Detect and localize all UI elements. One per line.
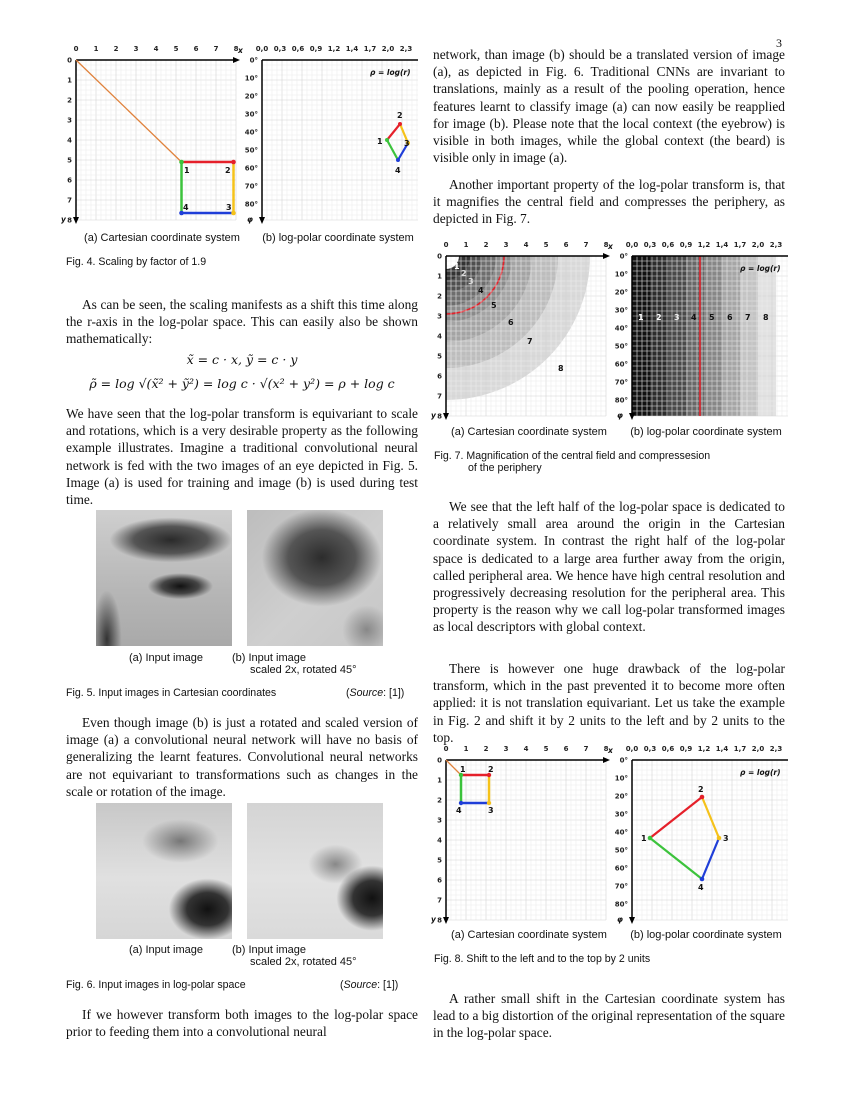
x-tick-label: 4 [153,45,159,53]
left-paragraph-4: If we however transform both images to the log-polar space prior to feeding them into a convolutional neural [66,1007,418,1040]
x-tick-label: 8 [233,45,239,53]
x-tick-label: 5 [173,45,179,53]
fig7a-y-label: y [431,411,436,420]
x-tick-label: 0 [73,45,79,53]
phi-tick-label: 80° [244,200,258,209]
fig8b-formula: ρ = log(r) [740,768,781,777]
phi-tick-label: 0° [619,252,628,261]
fig6-subcaption-b-line1: (b) Input image [232,944,306,956]
fig8a-label-1: 1 [460,765,466,774]
x-tick-label: 1 [463,241,469,249]
fig5-subcaption-a: (a) Input image [129,652,203,664]
fig6-source [340,979,398,991]
phi-tick-label: 80° [614,396,628,405]
fig4-subcaption-a: (a) Cartesian coordinate system [84,232,240,244]
rho-tick-label: 1,2 [697,745,711,753]
fig7-caption-line1: Fig. 7. Magnification of the central field and compressesion [434,450,711,462]
fig5-subcaption-b-line2: scaled 2x, rotated 45° [250,664,357,676]
y-tick-label: 4 [437,332,442,341]
phi-tick-label: 0° [619,756,628,765]
fig4a-label-1: 1 [184,166,190,175]
rho-tick-label: 0,6 [661,745,675,753]
fig7a-band-3: 3 [468,277,474,286]
fig5-source-ref: : [1]) [383,687,405,699]
y-tick-label: 2 [67,96,72,105]
x-tick-label: 4 [523,745,529,753]
fig4b-formula: ρ = log(r) [370,68,411,77]
x-tick-label: 7 [213,45,219,53]
y-tick-label: 7 [437,896,442,905]
fig8a-point-4 [459,801,463,805]
phi-tick-label: 10° [244,74,258,83]
y-tick-label: 0 [67,56,72,65]
x-tick-label: 5 [543,745,549,753]
y-tick-label: 6 [437,876,442,885]
fig6-caption: Fig. 6. Input images in log-polar space [66,979,246,991]
fig7a-x-ticks [444,241,609,249]
rho-tick-label: 1,2 [327,45,341,53]
left-paragraph-2: We have seen that the log-polar transform is equivariant to scale and rotations, which is a very desirable property as the following example illustrates. Imagine a traditional convolutional neural network is fed with the two images of an eye depicted in Fig. 5. Image (a) is used for training and image (b) is used during test time. [66,406,418,508]
fig7b-band-7: 7 [745,313,751,322]
fig8-subcaption-a: (a) Cartesian coordinate system [451,929,607,941]
fig5-source-word: Source [349,687,384,699]
fig5-image-b [247,510,383,646]
equation-2: ρ̃ = log √(x̃² + ỹ²) = log c · √(x² + y²) = ρ + log c [89,376,395,391]
fig4b-label-1: 1 [377,137,383,146]
phi-tick-label: 30° [244,110,258,119]
fig4a-label-4: 4 [183,203,189,212]
phi-tick-label: 40° [614,324,628,333]
y-tick-label: 3 [437,312,442,321]
fig8a-y-arrow [443,917,449,924]
x-tick-label: 5 [543,241,549,249]
y-tick-label: 7 [437,392,442,401]
fig7b-band-2: 2 [656,313,662,322]
fig7b-band-8: 8 [763,313,769,322]
fig5-image-a [96,510,232,646]
rho-tick-label: 1,4 [715,241,729,249]
fig4a-y-arrow [73,217,79,224]
fig7a-band-2: 2 [461,269,467,278]
fig4b-phi-ticks [245,57,258,209]
fig8b-point-3 [717,836,722,841]
fig4a-point-2 [231,160,236,165]
y-tick-label: 1 [437,272,442,281]
fig5-subcaption-b [232,652,392,676]
phi-tick-label: 50° [614,846,628,855]
x-tick-label: 3 [503,241,509,249]
fig8a-label-2: 2 [488,765,494,774]
fig8b-edge-blue [702,838,719,879]
rho-tick-label: 0,9 [679,745,693,753]
x-tick-label: 6 [563,241,569,249]
fig6-image-b [247,803,383,939]
x-tick-label: 8 [603,241,609,249]
rho-tick-label: 1,7 [363,45,377,53]
rho-tick-label: 1,7 [733,745,747,753]
fig6-subcaption-b [232,944,392,968]
x-tick-label: 8 [603,745,609,753]
y-tick-label: 8 [67,216,72,225]
fig8b-label-1: 1 [641,834,647,843]
phi-tick-label: 60° [244,164,258,173]
y-tick-label: 6 [67,176,72,185]
fig8a-y-ticks [437,757,442,925]
x-tick-label: 0 [443,241,449,249]
fig4a-x-ticks [74,45,239,53]
phi-tick-label: 20° [614,288,628,297]
y-tick-label: 8 [437,412,442,421]
y-tick-label: 2 [437,796,442,805]
fig8b-edge-yellow [702,797,719,838]
fig7a-band-4: 4 [478,286,484,295]
fig8a-grid [446,760,606,920]
rho-tick-label: 1,4 [715,745,729,753]
fig7b-phi-ticks [615,253,628,405]
fig7-subcaption-b: (b) log-polar coordinate system [630,426,782,438]
rho-tick-label: 1,4 [345,45,359,53]
y-tick-label: 3 [67,116,72,125]
x-tick-label: 0 [443,745,449,753]
rho-tick-label: 0,6 [291,45,305,53]
phi-tick-label: 30° [614,306,628,315]
fig7-subcaption-a: (a) Cartesian coordinate system [451,426,607,438]
right-paragraph-4: There is however one huge drawback of the log-polar transform, which in the past prevented it to become more often applied: it is not translation equivariant. Let us take the example in Fig. 2 and shift it by 2 units to the left and by 2 units to the top. [433,661,785,745]
rho-tick-label: 0,0 [255,45,269,53]
phi-tick-label: 50° [244,146,258,155]
fig4-logpolar-plot [242,40,424,225]
x-tick-label: 6 [563,745,569,753]
rho-tick-label: 0,3 [273,45,287,53]
fig8a-y-label: y [431,915,436,924]
rho-tick-label: 2,0 [381,45,395,53]
phi-tick-label: 10° [614,270,628,279]
fig5-caption: Fig. 5. Input images in Cartesian coordinates [66,687,277,699]
x-tick-label: 6 [193,45,199,53]
rho-tick-label: 0,0 [625,745,639,753]
y-tick-label: 3 [437,816,442,825]
fig4b-point-1 [385,138,389,142]
y-tick-label: 1 [67,76,72,85]
phi-tick-label: 40° [614,828,628,837]
y-tick-label: 8 [437,916,442,925]
fig4-cartesian-plot [56,40,242,225]
phi-tick-label: 50° [614,342,628,351]
fig7a-band-1: 1 [454,262,460,271]
fig8b-phi-label: φ [617,915,623,924]
fig6-image-a [96,803,232,939]
fig4a-radius-line [76,60,182,162]
rho-tick-label: 0,9 [679,241,693,249]
fig8b-phi-ticks [615,757,628,909]
rho-tick-label: 2,3 [399,45,413,53]
fig4a-x-label: x [238,46,243,55]
right-paragraph-2: Another important property of the log-polar transform is, that it magnifies the central field and compresses the periphery, as depicted in Fig. 7. [433,177,785,227]
fig4a-label-2: 2 [225,166,231,175]
fig4b-edge-red [387,124,400,140]
fig4b-rho-ticks [256,45,413,53]
fig7b-band-3: 3 [674,313,680,322]
rho-tick-label: 2,3 [769,745,783,753]
right-paragraph-3: We see that the left half of the log-polar space is dedicated to a relatively small area around the origin in the Cartesian coordinate system. In contrast the right half of the log-polar space is dedicated to a large area further away from the origin, called peripheral area. We hence have high central resolution and progressively decreasing resolution for the peripheral area. This property is the reason why we call log-polar transformed images as local descriptors with global context. [433,499,785,635]
fig4-caption: Fig. 4. Scaling by factor of 1.9 [66,256,207,268]
rho-tick-label: 0,9 [309,45,323,53]
x-tick-label: 1 [463,745,469,753]
y-tick-label: 5 [437,352,442,361]
fig7a-x-label: x [608,242,613,251]
fig6-source-open: ( [340,979,344,991]
fig8b-point-4 [700,877,705,882]
fig6-subcaption-b-line2: scaled 2x, rotated 45° [250,956,357,968]
fig7b-band-1: 1 [638,313,644,322]
fig7a-y-arrow [443,413,449,420]
fig4b-phi-arrow [259,217,265,224]
fig4a-y-label: y [61,215,66,224]
x-tick-label: 4 [523,241,529,249]
x-tick-label: 3 [133,45,139,53]
fig8b-label-3: 3 [723,834,729,843]
x-tick-label: 3 [503,745,509,753]
page-number: 3 [776,36,782,50]
fig8a-label-3: 3 [488,806,494,815]
y-tick-label: 6 [437,372,442,381]
fig7a-band-8: 8 [558,364,564,373]
fig7b-band-5: 5 [709,313,715,322]
x-tick-label: 1 [93,45,99,53]
y-tick-label: 5 [67,156,72,165]
rho-tick-label: 1,7 [733,241,747,249]
equation-1: x̃ = c · x, ỹ = c · y [186,352,298,367]
fig4-subcaption-b: (b) log-polar coordinate system [262,232,414,244]
rho-tick-label: 2,0 [751,745,765,753]
y-tick-label: 2 [437,292,442,301]
fig8b-phi-arrow [629,917,635,924]
fig4a-point-3 [231,211,236,216]
fig5-source [346,687,404,699]
fig7a-band-6: 6 [508,318,514,327]
fig8b-edge-red [650,797,702,838]
fig8b-point-1 [648,836,653,841]
fig7a-band-7: 7 [527,337,533,346]
fig4a-label-3: 3 [226,203,232,212]
left-paragraph-1: As can be seen, the scaling manifests as a shift this time along the r-axis in the log-polar space. This can easily also be shown mathematically: [66,297,418,347]
fig8-cartesian-plot [426,740,612,925]
fig4a-point-1 [179,160,184,165]
fig7-cartesian-plot [426,236,612,421]
fig7a-band-5: 5 [491,301,497,310]
rho-tick-label: 0,6 [661,241,675,249]
x-tick-label: 2 [483,241,489,249]
fig4a-y-ticks [67,57,72,225]
phi-tick-label: 60° [614,864,628,873]
fig8b-label-4: 4 [698,883,704,892]
y-tick-label: 1 [437,776,442,785]
x-tick-label: 7 [583,241,589,249]
fig7a-y-ticks [437,253,442,421]
fig7a-x-arrow [603,253,610,259]
rho-tick-label: 0,0 [625,241,639,249]
phi-tick-label: 60° [614,360,628,369]
rho-tick-label: 0,3 [643,745,657,753]
rho-tick-label: 2,3 [769,241,783,249]
fig5-source-open: ( [346,687,350,699]
figure-8 [426,740,794,925]
fig7b-phi-label: φ [617,411,623,420]
fig7b-rho-ticks [626,241,783,249]
phi-tick-label: 30° [614,810,628,819]
x-tick-label: 7 [583,745,589,753]
fig7b-formula: ρ = log(r) [740,264,781,273]
right-paragraph-1: network, than image (b) should be a translated version of image (a), as depicted in Fig. 6. Traditional CNNs are invariant to translations, mainly as a result of the pooling operation, hence features learnt to classify image (a) can now easily be reapplied for image (b). Please note that the local context (the eyebrow) is visible in both images, while the global context (the beard) is visible only in image (a). [433,47,785,166]
fig8b-point-2 [700,795,705,800]
fig8b-rho-ticks [626,745,783,753]
fig6-source-ref: : [1]) [377,979,399,991]
rho-tick-label: 2,0 [751,241,765,249]
phi-tick-label: 20° [244,92,258,101]
fig8b-grid [632,760,788,920]
fig8-logpolar-plot [612,740,794,925]
fig8b-edge-green [650,838,702,879]
fig5-subcaption-b-line1: (b) Input image [232,652,306,664]
fig8a-x-ticks [444,745,609,753]
fig4b-point-4 [396,158,400,162]
x-tick-label: 2 [113,45,119,53]
fig8-caption: Fig. 8. Shift to the left and to the top by 2 units [434,953,651,965]
phi-tick-label: 0° [249,56,258,65]
fig8-subcaption-b: (b) log-polar coordinate system [630,929,782,941]
y-tick-label: 7 [67,196,72,205]
fig4b-label-2: 2 [397,111,403,120]
y-tick-label: 5 [437,856,442,865]
phi-tick-label: 20° [614,792,628,801]
right-paragraph-5: A rather small shift in the Cartesian coordinate system has lead to a big distortion of the original representation of the square in the log-polar space. [433,991,785,1041]
fig7b-band-4: 4 [691,313,697,322]
phi-tick-label: 70° [614,882,628,891]
fig4b-point-2 [398,122,402,126]
fig8b-label-2: 2 [698,785,704,794]
phi-tick-label: 70° [244,182,258,191]
fig8a-x-label: x [608,746,613,755]
fig4a-x-arrow [233,57,240,63]
fig8a-radius-line [446,760,461,775]
fig7-caption-line2: of the periphery [468,462,542,474]
y-tick-label: 4 [437,836,442,845]
figure-7 [426,236,794,421]
fig4b-label-3: 3 [404,139,410,148]
fig6-source-word: Source [343,979,378,991]
fig7-logpolar-plot [612,236,794,421]
fig8a-x-arrow [603,757,610,763]
y-tick-label: 0 [437,756,442,765]
fig7b-phi-arrow [629,413,635,420]
left-paragraph-3: Even though image (b) is just a rotated and scaled version of image (a) a convolutional neural network will have no basis of generalizing the learnt features. Convolutional neural networks are not equivariant to transformations such as changes in the scale or rotation of the image. [66,715,418,799]
fig8a-point-3 [487,801,491,805]
fig4b-label-4: 4 [395,166,401,175]
x-tick-label: 2 [483,745,489,753]
fig4b-phi-label: φ [247,215,253,224]
phi-tick-label: 10° [614,774,628,783]
fig7b-band-6: 6 [727,313,733,322]
phi-tick-label: 70° [614,378,628,387]
phi-tick-label: 80° [614,900,628,909]
fig4b-grid [262,60,418,220]
fig6-subcaption-a: (a) Input image [129,944,203,956]
rho-tick-label: 0,3 [643,241,657,249]
y-tick-label: 0 [437,252,442,261]
phi-tick-label: 40° [244,128,258,137]
rho-tick-label: 1,2 [697,241,711,249]
y-tick-label: 4 [67,136,72,145]
fig8a-label-4: 4 [456,806,462,815]
